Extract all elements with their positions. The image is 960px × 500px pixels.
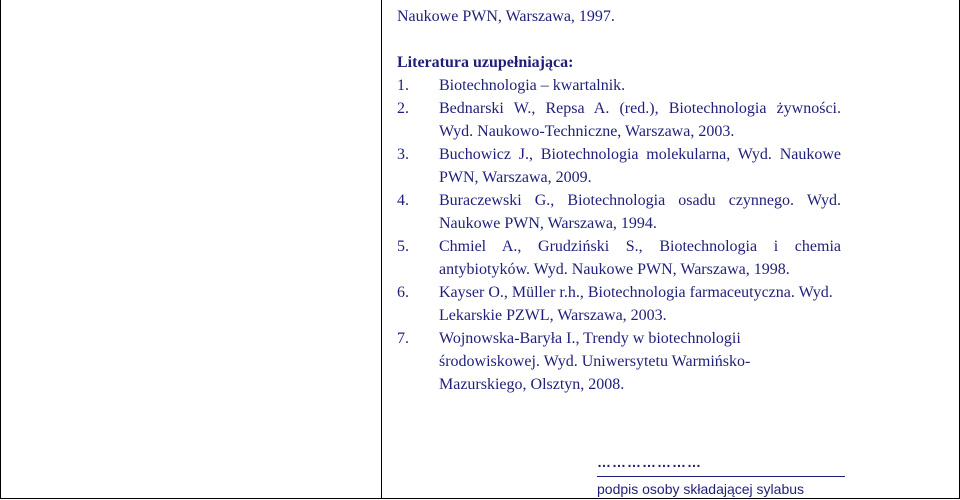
reference-number: 3. bbox=[397, 146, 409, 163]
reference-text-line: Buchowicz J., Biotechnologia molekularna, Wyd. Naukowe bbox=[439, 146, 841, 163]
reference-text-line: Lekarskie PZWL, Warszawa, 2003. bbox=[439, 307, 667, 324]
reference-number: 4. bbox=[397, 192, 409, 209]
signature-label: podpis osoby składającej sylabus bbox=[597, 481, 805, 497]
column-divider bbox=[381, 0, 382, 499]
reference-number: 5. bbox=[397, 238, 409, 255]
signature-line bbox=[597, 476, 845, 477]
reference-text-line: Naukowe PWN, Warszawa, 1994. bbox=[439, 215, 657, 232]
signature-block bbox=[597, 454, 847, 497]
continued-reference: Naukowe PWN, Warszawa, 1997. bbox=[397, 8, 615, 25]
reference-text-line: Wyd. Naukowo-Techniczne, Warszawa, 2003. bbox=[439, 123, 735, 140]
reference-text-line: środowiskowej. Wyd. Uniwersytetu Warmińsko- bbox=[439, 353, 751, 370]
reference-number: 7. bbox=[397, 330, 409, 347]
signature-dots: ………………… bbox=[597, 454, 702, 470]
reference-text-line: Biotechnologia – kwartalnik. bbox=[439, 77, 626, 94]
supplementary-heading: Literatura uzupełniająca: bbox=[397, 54, 574, 71]
reference-text-line: Bednarski W., Repsa A. (red.), Biotechnologia żywności. bbox=[439, 100, 841, 117]
reference-text-line: Buraczewski G., Biotechnologia osadu czynnego. Wyd. bbox=[439, 192, 841, 209]
reference-text-line: Wojnowska-Baryła I., Trendy w biotechnologii bbox=[439, 330, 741, 347]
reference-number: 2. bbox=[397, 100, 409, 117]
reference-number: 1. bbox=[397, 77, 409, 94]
reference-number: 6. bbox=[397, 284, 409, 301]
reference-text-line: antybiotyków. Wyd. Naukowe PWN, Warszawa, 1998. bbox=[439, 261, 790, 278]
reference-text-line: Mazurskiego, Olsztyn, 2008. bbox=[439, 376, 625, 393]
reference-text-line: Chmiel A., Grudziński S., Biotechnologia i chemia bbox=[439, 238, 841, 255]
reference-text-line: PWN, Warszawa, 2009. bbox=[439, 169, 592, 186]
reference-text-line: Kayser O., Müller r.h., Biotechnologia farmaceutyczna. Wyd. bbox=[439, 284, 833, 301]
